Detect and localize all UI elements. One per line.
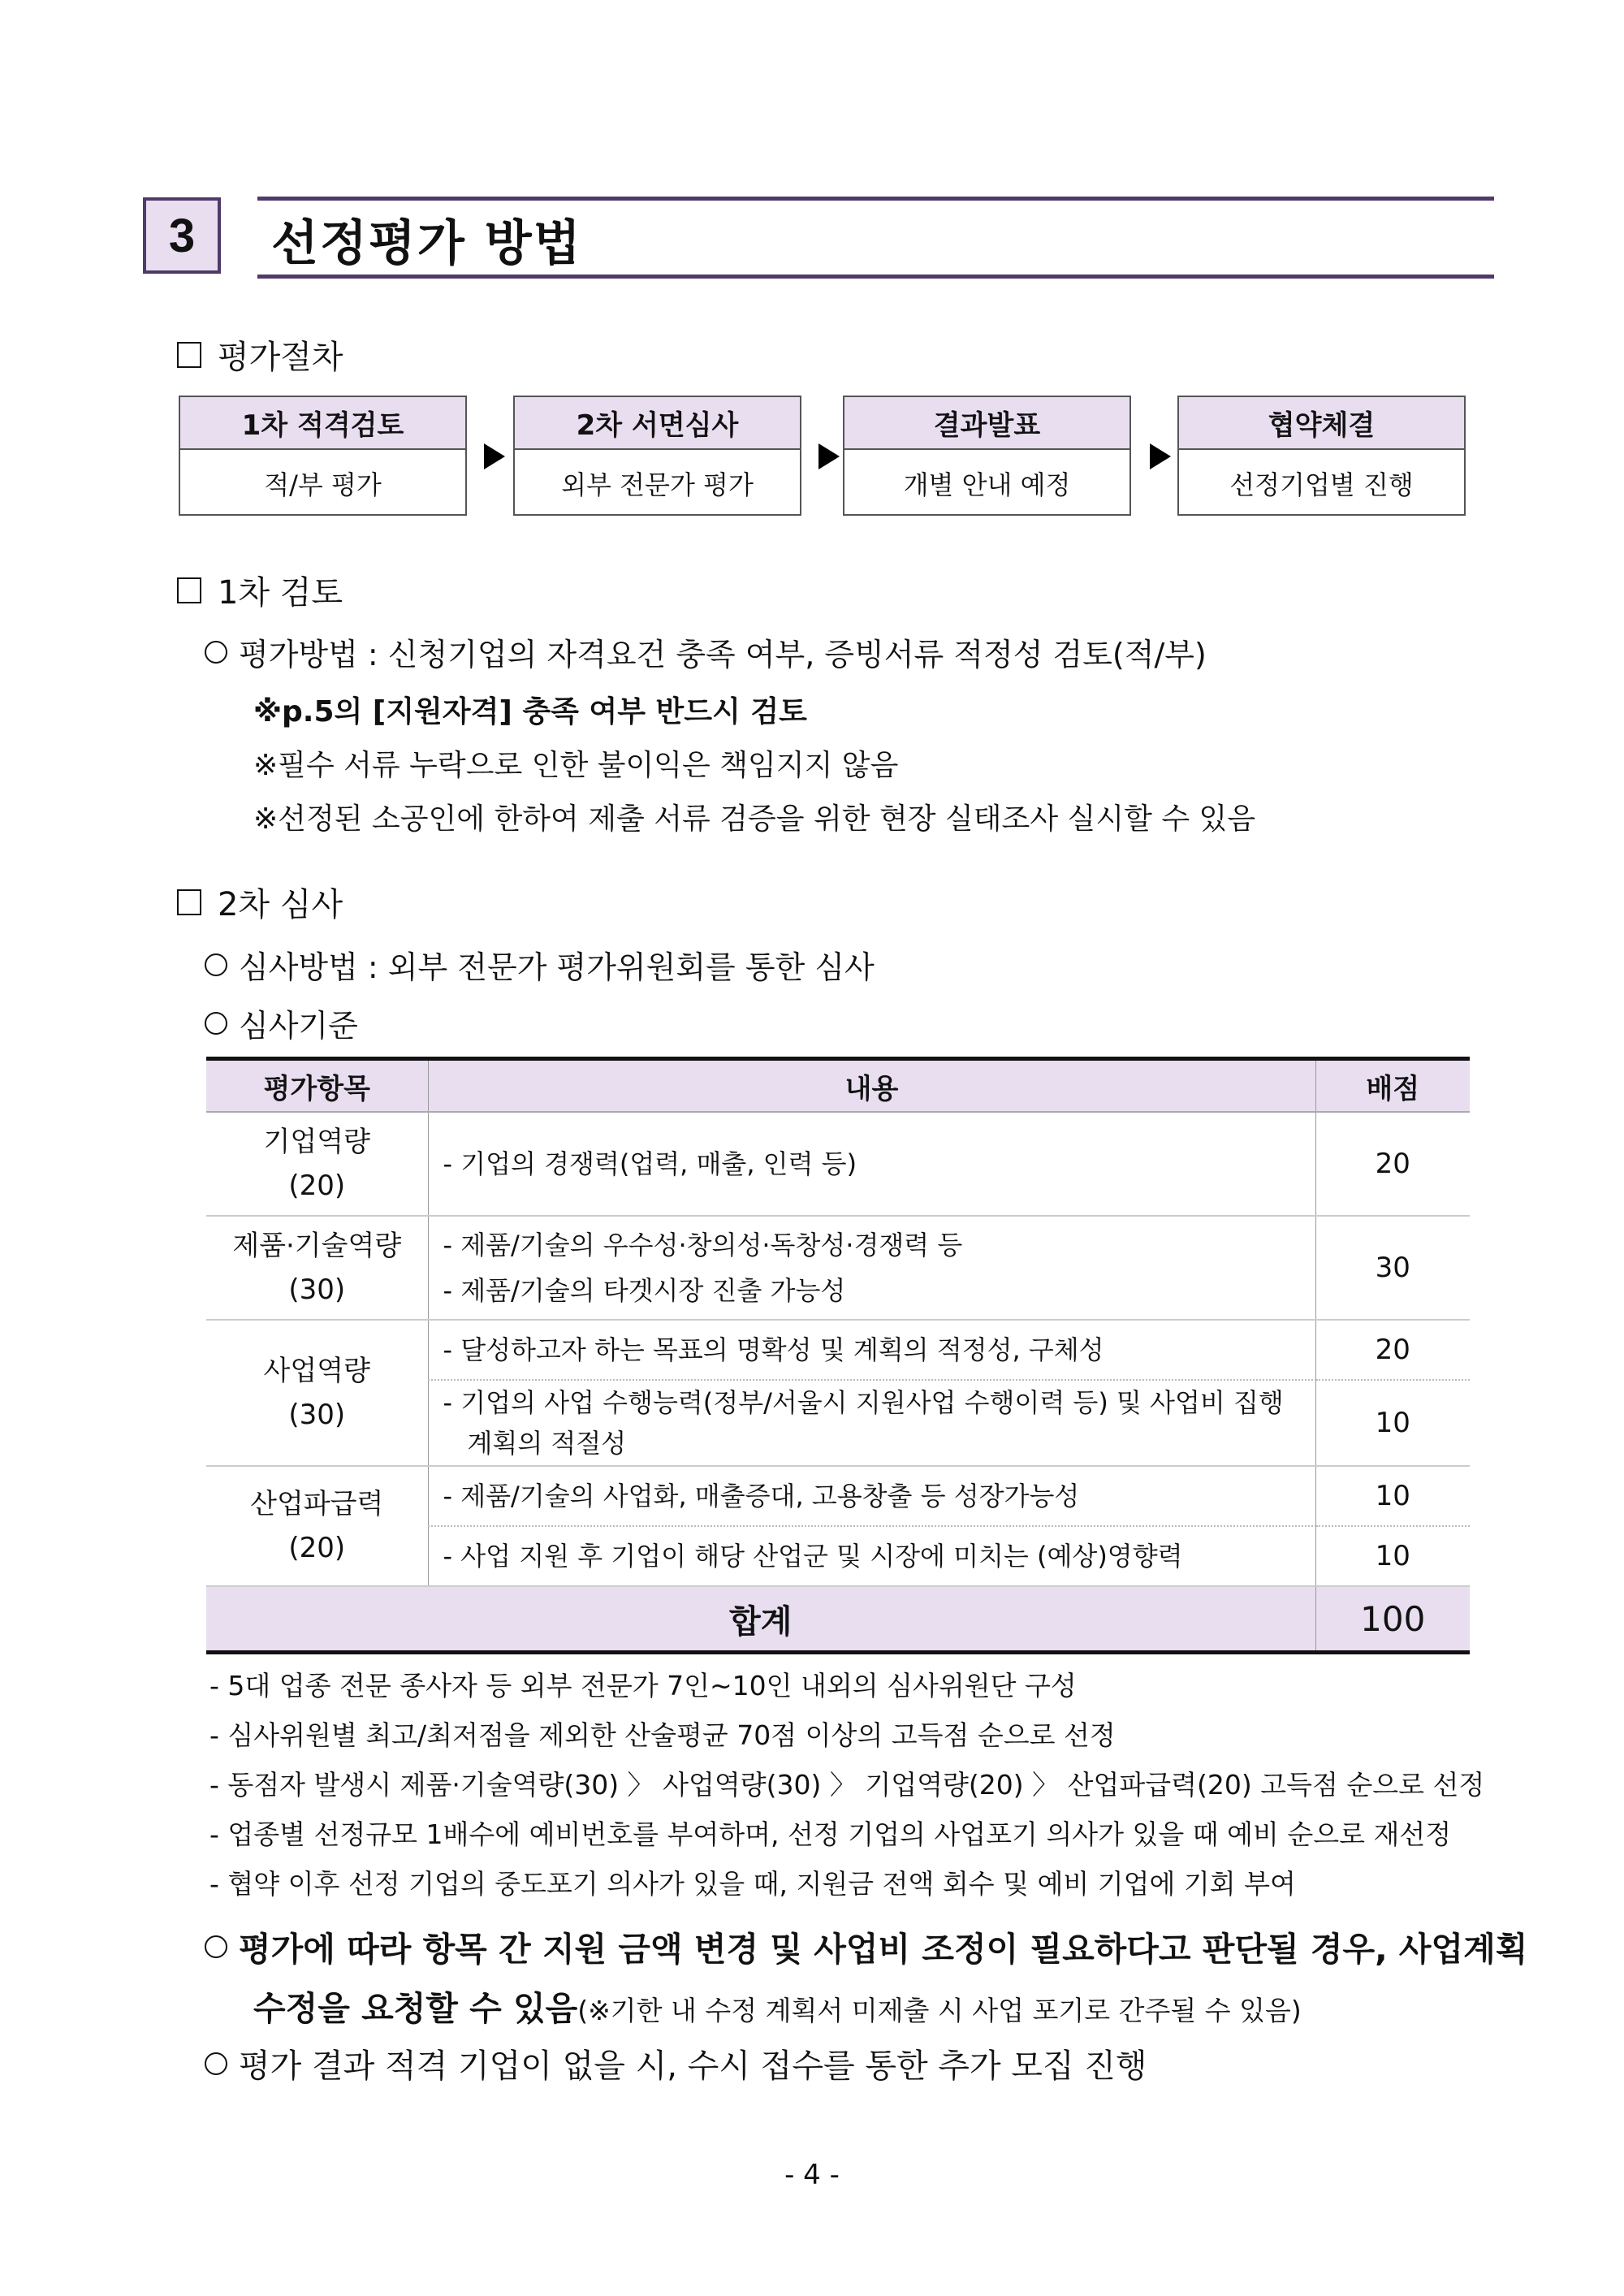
score-cell: 30 (1315, 1216, 1470, 1320)
header-score: 배점 (1315, 1059, 1470, 1113)
step-desc: 개별 안내 예정 (903, 469, 1071, 500)
step-title: 협약체결 (1179, 397, 1464, 450)
total-label: 합계 (206, 1586, 1315, 1653)
remark-item: - 협약 이후 선정 기업의 중도포기 의사가 있을 때, 지원금 전액 회수 및 예비 기업에 기회 부여 (209, 1868, 1296, 1900)
category-cell: 기업역량 (20) (206, 1112, 428, 1216)
square-bullet-icon (177, 577, 201, 603)
category-cell: 제품·기술역량 (30) (206, 1216, 428, 1320)
score-cell: 20 (1315, 1112, 1470, 1216)
heading-second-review (177, 879, 343, 925)
adjustment-note: (※기한 내 수정 계획서 미제출 시 사업 포기로 간주될 수 있음) (577, 1995, 1302, 2026)
section-number: 3 (168, 209, 196, 262)
score-cell: 20 (1315, 1320, 1470, 1380)
page-number: - 4 - (784, 2159, 840, 2191)
process-step-4 (1177, 396, 1466, 516)
step-title: 2차 서면심사 (515, 397, 800, 450)
table-row (206, 1466, 1470, 1526)
circle-bullet-icon (205, 953, 227, 976)
adjustment-bullet (205, 1922, 1527, 1970)
remark-item: - 업종별 선정규모 1배수에 예비번호를 부여하며, 선정 기업의 사업포기 의사가 있을 때 예비 순으로 재선정 (209, 1818, 1452, 1850)
total-row (206, 1586, 1470, 1653)
category-cell: 사업역량 (30) (206, 1320, 428, 1466)
square-bullet-icon (177, 889, 201, 915)
content-cell: - 기업의 사업 수행능력(정부/서울시 지원사업 수행이력 등) 및 사업비 집행 계획의 적절성 (428, 1380, 1315, 1466)
process-step-1 (179, 396, 467, 516)
step-desc: 외부 전문가 평가 (561, 469, 754, 500)
circle-bullet-icon (205, 1935, 227, 1958)
adjustment-line2-wrap (253, 1982, 1302, 2030)
remark-item: - 동점자 발생시 제품·기술역량(30) 〉 사업역량(30) 〉 기업역량(20) 〉 산업파급력(20) 고득점 순으로 선정 (209, 1769, 1485, 1801)
title-bottom-rule (257, 275, 1494, 279)
circle-bullet-icon (205, 641, 227, 664)
content-cell: - 사업 지원 후 기업이 해당 산업군 및 시장에 미치는 (예상)영향력 (428, 1526, 1315, 1586)
table-row (206, 1320, 1470, 1380)
step-desc: 적/부 평가 (264, 469, 382, 500)
score-cell: 10 (1315, 1466, 1470, 1526)
content-cell: - 기업의 경쟁력(업력, 매출, 인력 등) (428, 1112, 1315, 1216)
content-cell: - 제품/기술의 사업화, 매출증대, 고용창출 등 성장가능성 (428, 1466, 1315, 1526)
second-review-method-text: 심사방법 : 외부 전문가 평가위원회를 통한 심사 (239, 949, 875, 985)
adjustment-line2: 수정을 요청할 수 있음 (253, 1989, 578, 2028)
table-row (206, 1216, 1470, 1320)
table-header-row (206, 1059, 1470, 1113)
heading-first-review (177, 567, 343, 613)
process-step-3 (843, 396, 1131, 516)
no-qualified-text: 평가 결과 적격 기업이 없을 시, 수시 접수를 통한 추가 모집 진행 (239, 2047, 1147, 2085)
step-desc: 선정기업별 진행 (1229, 469, 1414, 500)
heading-procedure-text: 평가절차 (218, 339, 343, 376)
note-eligibility: ※p.5의 [지원자격] 충족 여부 반드시 검토 (253, 695, 807, 729)
remark-item: - 5대 업종 전문 종사자 등 외부 전문가 7인~10인 내외의 심사위원단 구성 (209, 1670, 1077, 1701)
note-missing-docs: ※필수 서류 누락으로 인한 불이익은 책임지지 않음 (253, 749, 899, 782)
heading-first-review-text: 1차 검토 (218, 574, 343, 612)
process-step-2 (513, 396, 801, 516)
remark-item: - 심사위원별 최고/최저점을 제외한 산술평균 70점 이상의 고득점 순으로 선정 (209, 1719, 1116, 1751)
arrow-right-icon (818, 443, 840, 469)
heading-second-review-text: 2차 심사 (218, 886, 343, 923)
header-category: 평가항목 (206, 1059, 428, 1113)
note-site-inspection: ※선정된 소공인에 한하여 제출 서류 검증을 위한 현장 실태조사 실시할 수 있음 (253, 802, 1256, 836)
criteria-label: 심사기준 (239, 1008, 358, 1044)
total-value: 100 (1315, 1586, 1470, 1653)
content-cell: - 제품/기술의 우수성·창의성·독창성·경쟁력 등 - 제품/기술의 타겟시장 진출 가능성 (428, 1216, 1315, 1320)
arrow-right-icon (1150, 443, 1171, 469)
header-content: 내용 (428, 1059, 1315, 1113)
section-title: 선정평가 방법 (271, 215, 582, 272)
criteria-table (206, 1057, 1470, 1654)
step-title: 1차 적격검토 (180, 397, 465, 450)
circle-bullet-icon (205, 1012, 227, 1035)
second-review-criteria (205, 1001, 358, 1045)
first-review-method (205, 629, 1207, 674)
score-cell: 10 (1315, 1526, 1470, 1586)
no-qualified-bullet (205, 2040, 1147, 2086)
second-review-method (205, 942, 875, 987)
step-title: 결과발표 (844, 397, 1129, 450)
category-cell: 산업파급력 (20) (206, 1466, 428, 1586)
score-cell: 10 (1315, 1380, 1470, 1466)
title-top-rule (257, 197, 1494, 201)
heading-procedure (177, 331, 343, 378)
table-row (206, 1112, 1470, 1216)
adjustment-line1: 평가에 따라 항목 간 지원 금액 변경 및 사업비 조정이 필요하다고 판단될 경우, 사업계획 (239, 1930, 1528, 1969)
circle-bullet-icon (205, 2052, 227, 2075)
square-bullet-icon (177, 342, 201, 368)
first-review-method-text: 평가방법 : 신청기업의 자격요건 충족 여부, 증빙서류 적정성 검토(적/부) (239, 637, 1207, 672)
section-number-box (143, 197, 221, 274)
arrow-right-icon (484, 443, 505, 469)
content-cell: - 달성하고자 하는 목표의 명확성 및 계획의 적정성, 구체성 (428, 1320, 1315, 1380)
